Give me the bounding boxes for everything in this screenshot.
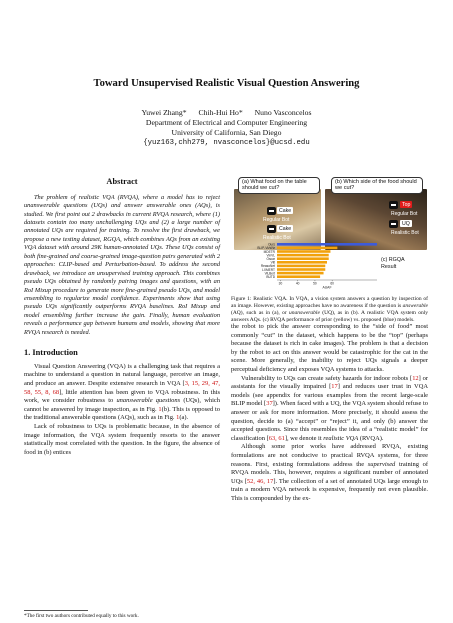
rgqa-bar-chart: [231, 241, 381, 295]
chart-category-label: BLIP-VizWiz: [257, 246, 275, 251]
chart-bar: [277, 261, 327, 264]
intro-paragraph-1: [24, 363, 220, 423]
emphasis: unanswerable questions: [116, 397, 181, 405]
chart-category-label: ReasoNet: [260, 264, 275, 269]
author-names: [0, 108, 453, 118]
right-column: [231, 323, 428, 503]
chart-bar: [277, 257, 329, 260]
text-run: ]. The collection of a set of annotated UQs large enough to train a modern VQA network is expensive, frequently not even plausible. This is compounded by the ex-: [231, 477, 429, 502]
chart-bar: [277, 247, 337, 250]
chart-bar: [277, 265, 325, 268]
chart-label-line-1: (c) RGQA: [381, 257, 405, 263]
chart-x-axis-label: AUAF: [322, 285, 332, 290]
intro-paragraph-3: [231, 375, 428, 444]
text-run: ], little attention has been given to VQA robustness. In this work, we consider robustness to: [24, 388, 220, 405]
chart-bar: [277, 250, 330, 253]
affiliation-university: University of California, San Diego: [171, 128, 282, 137]
text-run: (UQs), which cannot be answered by image inspection, as in Fig.: [24, 397, 220, 413]
chart-category-label: Ours: [268, 242, 275, 247]
citation-link[interactable]: 3, 15, 29, 47, 58, 55, 8, 68: [24, 380, 221, 396]
chart-bar: [277, 275, 320, 278]
chart-x-tick-label: 40: [295, 281, 300, 286]
chart-category-label: ViLBert: [264, 271, 275, 276]
question-bubble-b: (b) Which side of the food should we cut?: [331, 177, 423, 194]
answer-cake-realistic: Cake: [279, 225, 292, 232]
regular-robot-icon: [389, 201, 398, 209]
realistic-bot-label: Realistic Bot: [263, 235, 291, 241]
chart-category-label: BUTD: [266, 275, 275, 279]
chart-category-label: Vilt: [270, 260, 275, 265]
text-run: Visual Question Answering (VQA) is a challenging task that requires a machine to understand a question in natural language, perceive an image, and produce an answer. Despite extensive research in VQA [: [24, 362, 220, 388]
regular-bot-label: Regular Bot: [391, 211, 418, 217]
citation-link[interactable]: 17: [331, 383, 338, 391]
chart-category-label: Oscar: [266, 257, 275, 261]
chart-bar: [277, 272, 324, 275]
author-2: Chih-Hui Ho*: [198, 108, 243, 117]
text-run: (UQ), as in (b). A realistic VQA system only answers AQs. (c) RVQA performance of prior (yellow) vs. proposed (blue) models.: [231, 310, 428, 324]
realistic-robot-icon: [389, 220, 398, 228]
chart-label-line-2: Result: [381, 263, 397, 270]
intro-paragraph-2-cont: the robot to pick the answer corresponding to the “side of food” most commonly “cut” in the dataset, which happens to be the “top” (perhaps because the dataset is rich in cake images). The problem is that a decision by the robot to act on this answer would be catastrophic for the cat in the scene. More generally, the inability to reject UQs signals a deeper perceptual deficiency and exposes VQA systems to attacks.: [231, 323, 428, 373]
footnote: *The first two authors contributed equally to this work.: [24, 613, 139, 619]
introduction-heading: 1. Introduction: [24, 348, 78, 358]
chart-bar: [277, 243, 377, 246]
figure-ref-link[interactable]: 1: [158, 405, 162, 413]
chart-bar: [277, 268, 325, 271]
text-run: ]). When faced with a UQ, the VQA system should refuse to answer or ask for more information. More precisely, it should assess the question, decide to (a) “accept” or “reject” it, and only (b) answer the accepted questions. Since this resembles the idea of a “realistic model” for classification [: [231, 400, 429, 442]
answer-top-regular: Top: [402, 201, 411, 208]
left-column: [24, 178, 220, 457]
author-3: Nuno Vasconcelos: [254, 108, 312, 117]
text-run: (RVQA).: [358, 434, 384, 442]
figure-ref-link[interactable]: 1: [176, 414, 180, 422]
abstract-text: The problem of realistic VQA (RVQA), where a model has to reject unanswerable questions (UQs) and answer answerable ones (AQs), is studied. We first point out 2 drawbacks in current RVQA research, where (1) datasets contain too many unchallenging UQs and (2) a large number of annotated UQs are required for training. To resolve the first drawback, we propose a new testing dataset, RGQA, which combines AQs from an existing VQA dataset with around 29K human-annotated UQs. These UQs consist of both fine-grained and coarse-grained image-question pairs generated with 2 approaches: CLIP-based and Perturbation-based. To address the second drawback, we introduce an unsupervised training approach. This combines pseudo UQs obtained by randomly pairing images and questions, with an RoI Mixup procedure to generate more fine-grained pseudo UQs, and model ensembling to regularize model confidence. Experiments show that using pseudo UQs significantly outperforms RVQA baselines. RoI Mixup and model ensembling further increase the gain. Finally, human evaluation reveals a performance gap between humans and models, showing that more RVQA research is needed.: [24, 193, 220, 336]
chart-bar: [277, 254, 329, 257]
abstract-heading: Abstract: [106, 177, 138, 186]
text-run: Vulnerability to UQs can create safety hazards for indoor robots [: [241, 374, 413, 382]
citation-link[interactable]: 63, 61: [268, 434, 285, 442]
text-run: (b). This is opposed to the traditional answerable questions (AQs), such as in Fig.: [24, 405, 220, 422]
figure-1: [231, 177, 428, 295]
citation-link[interactable]: 52, 46, 17: [246, 477, 274, 485]
text-run: (a).: [179, 414, 189, 422]
citation-link[interactable]: 37: [266, 400, 273, 408]
text-run: ] or assistants for the visually impaired [: [231, 374, 429, 391]
chart-category-label: VinVL: [266, 253, 275, 258]
emphasis: answerable: [402, 303, 428, 310]
text-run: Figure 1: Realistic VQA. In VQA, a vision system answers a question by inspection of an image. However, existing approaches have no awareness if the question is: [231, 296, 428, 310]
chart-category-label: LXMERT: [262, 267, 275, 272]
figure-caption: [231, 296, 428, 324]
footnote-divider: [24, 610, 88, 611]
chart-category-label: MDETR: [263, 249, 275, 254]
text-run: (AQ), such as in (a), or: [231, 310, 290, 317]
chart-panel-label: [381, 257, 405, 270]
citation-link[interactable]: 12: [412, 374, 419, 382]
regular-robot-icon: [267, 207, 276, 215]
text-run: ] and reduces user trust in VQA models (see appendix for various examples from the recent large-scale BLIP model [: [231, 383, 428, 408]
question-bubble-a: (a) What food on the table should we cut?: [238, 177, 320, 194]
text-run: ], we denote it: [284, 434, 324, 442]
emphasis: supervised: [367, 460, 396, 468]
chart-x-tick-label: 50: [313, 281, 317, 286]
author-emails: {yuz163,chh279, nvasconcelos}@ucsd.edu: [143, 139, 310, 147]
text-run: training of RVQA models. This, however, requires a significant number of annotated UQs [: [231, 460, 428, 485]
emphasis: unanswerable: [289, 310, 320, 317]
affiliation-department: Department of Electrical and Computer Engineering: [145, 118, 308, 127]
author-1: Yuwei Zhang*: [141, 108, 187, 117]
answer-cake-regular: Cake: [279, 207, 292, 214]
intro-paragraph-4: [231, 443, 428, 503]
realistic-robot-icon: [267, 225, 276, 233]
chart-x-tick-label: 60: [330, 281, 334, 286]
answer-uq-realistic: UQ: [402, 220, 410, 227]
paper-title: Toward Unsupervised Realistic Visual Question Answering: [93, 78, 360, 89]
chart-x-tick-label: 30: [278, 281, 283, 286]
emphasis: realistic VQA: [323, 434, 359, 442]
realistic-bot-label: Realistic Bot: [391, 230, 419, 236]
text-run: Although some prior works have addressed RVQA, existing formulations are not conducive to practical RVQA systems, for three reasons. First, existing formulations address the: [231, 443, 428, 468]
intro-paragraph-2: Lack of robustness to UQs is problematic because, in the absence of image information, the VQA system frequently resorts to the answer statistically most correlated with the question. In the figure, the absence of food in (b) entices: [24, 423, 220, 456]
author-block: [0, 108, 453, 148]
regular-bot-label: Regular Bot: [263, 217, 290, 223]
